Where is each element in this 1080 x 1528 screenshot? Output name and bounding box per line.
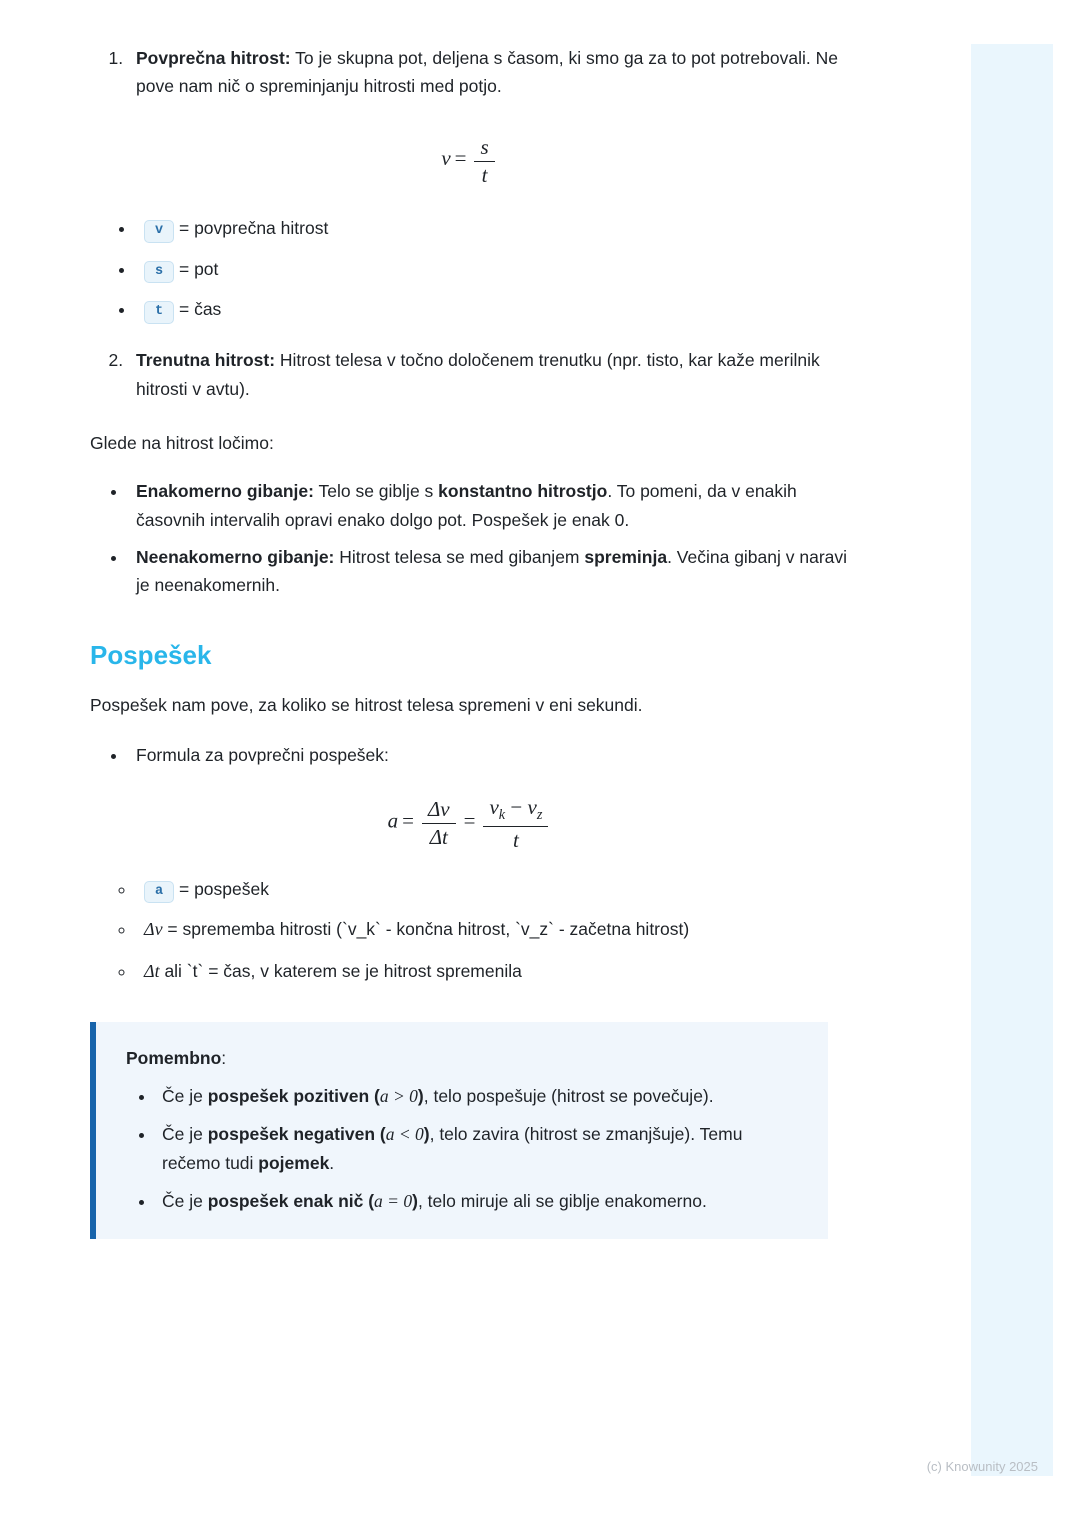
term-text-3: . Večina gibanj v naravi je neenakomernih. xyxy=(136,546,848,596)
formula-minus: − xyxy=(510,795,523,820)
formula-vz-sub: z xyxy=(536,807,543,824)
acceleration-legend-list xyxy=(90,875,850,986)
list-item xyxy=(136,915,850,944)
speed-definitions-list-cont xyxy=(90,346,850,403)
formula-denominator: t xyxy=(474,161,494,188)
speed-legend-list xyxy=(90,214,850,325)
list-item xyxy=(136,957,850,986)
term-label: Enakomerno gibanje: xyxy=(136,481,314,502)
callout-math-1: a > 0 xyxy=(379,1086,418,1106)
formula-fraction xyxy=(474,135,494,188)
legend-desc: = čas xyxy=(178,299,222,320)
callout-bold-2: ) xyxy=(412,1191,418,1212)
term-text-1: Telo se giblje s xyxy=(313,481,439,502)
callout-math-1: a = 0 xyxy=(374,1191,413,1212)
motion-intro-paragraph: Glede na hitrost ločimo: xyxy=(90,432,274,453)
legend-symbol-delta-t: Δt xyxy=(144,960,160,981)
list-item xyxy=(156,1082,800,1110)
formula-numerator-2 xyxy=(483,795,548,825)
list-item xyxy=(156,1187,800,1215)
list-item xyxy=(156,1120,800,1177)
formula-equals: = xyxy=(454,145,467,170)
formula-vk-sub: k xyxy=(498,807,506,824)
term-label: Trenutna hitrost: xyxy=(136,350,276,371)
term-text: Hitrost telesa v točno določenem trenutku (npr. tisto, kar kaže merilnik hitrosti v avtu). xyxy=(136,350,820,399)
watermark: (c) Knowunity 2025 xyxy=(926,1459,1038,1474)
formula-numerator-1: Δv xyxy=(427,797,450,822)
callout-math-1: a < 0 xyxy=(385,1124,424,1145)
callout-bold-3: pojemek xyxy=(258,1152,330,1173)
term-label: Neenakomerno gibanje: xyxy=(136,546,335,567)
list-item xyxy=(136,214,850,243)
legend-desc: = povprečna hitrost xyxy=(178,217,329,238)
formula-lead-list xyxy=(90,741,850,769)
section-intro-paragraph: Pospešek nam pove, za koliko se hitrost telesa spremeni v eni sekundi. xyxy=(90,694,643,715)
formula-fraction-2 xyxy=(483,795,548,852)
callout-text-2: , telo zavira (hitrost se zmanjšuje). Temu rečemo tudi xyxy=(162,1124,743,1173)
symbol-chip-s: s xyxy=(144,261,174,284)
right-margin-strip xyxy=(971,44,1053,1476)
speed-definitions-list xyxy=(90,44,850,101)
callout-text-1: Če je xyxy=(162,1191,208,1212)
callout-bold-2: ) xyxy=(423,1124,430,1145)
page-title: Pospešek xyxy=(90,639,212,670)
legend-desc: = pot xyxy=(178,258,219,279)
list-item xyxy=(136,295,850,324)
formula-equals-2: = xyxy=(463,808,476,833)
callout-bold-1: pospešek enak nič ( xyxy=(207,1191,375,1212)
term-bold-2: spreminja xyxy=(584,546,668,567)
formula-fraction-1 xyxy=(422,797,456,850)
term-bold-2: konstantno hitrostjo xyxy=(438,481,608,502)
callout-bold-1: pospešek negativen ( xyxy=(207,1124,386,1145)
term-text: To je skupna pot, deljena s časom, ki smo ga za to pot potrebovali. Ne pove nam nič o spreminjanju hitrosti med potjo. xyxy=(136,48,838,97)
term-label: Povprečna hitrost: xyxy=(136,48,291,68)
list-item xyxy=(128,543,850,600)
formula-average-speed xyxy=(90,135,850,188)
callout-text-2: , telo pospešuje (hitrost se povečuje). xyxy=(423,1086,714,1106)
callout-text-2: , telo miruje ali se giblje enakomerno. xyxy=(417,1191,707,1212)
symbol-chip-a: a xyxy=(144,881,174,904)
callout-text-3: . xyxy=(329,1152,335,1173)
formula-lhs: v xyxy=(441,145,451,170)
legend-symbol-delta-v: Δv xyxy=(144,919,163,940)
formula-denominator-2: t xyxy=(483,826,548,853)
formula-vz: v xyxy=(527,795,537,820)
list-item xyxy=(136,255,850,284)
list-item xyxy=(128,44,850,101)
formula-denominator-1: Δt xyxy=(422,823,456,850)
formula-numerator: s xyxy=(480,134,489,159)
callout-title-rest: : xyxy=(221,1047,227,1068)
important-callout xyxy=(90,1022,828,1240)
callout-bold-2: ) xyxy=(417,1086,424,1106)
formula-equals-1: = xyxy=(402,808,414,833)
formula-vk: v xyxy=(489,795,499,820)
term-text-1: Hitrost telesa se med gibanjem xyxy=(334,546,585,567)
document-content xyxy=(90,44,850,1239)
list-item xyxy=(128,477,850,534)
callout-text-1: Če je xyxy=(162,1124,208,1145)
callout-title xyxy=(126,1044,800,1072)
symbol-chip-t: t xyxy=(144,301,174,324)
list-item xyxy=(136,875,850,904)
legend-desc: ali `t` = čas, v katerem se je hitrost spremenila xyxy=(159,960,522,981)
formula-acceleration xyxy=(90,795,850,852)
callout-bold-1: pospešek pozitiven ( xyxy=(207,1086,380,1106)
list-item xyxy=(128,346,850,403)
callout-list xyxy=(126,1082,800,1215)
callout-text-1: Če je xyxy=(162,1086,208,1106)
callout-title-bold: Pomembno xyxy=(126,1047,222,1068)
legend-desc: = pospešek xyxy=(178,878,269,899)
formula-lhs: a xyxy=(387,808,399,833)
list-item: • Formula za povprečni pospešek: xyxy=(128,741,850,769)
legend-desc: = sprememba hitrosti (`v_k` - končna hitrost, `v_z` - začetna hitrost) xyxy=(162,919,690,940)
symbol-chip-v: v xyxy=(144,220,174,243)
term-text-3: . To pomeni, da v enakih časovnih intervalih opravi enako dolgo pot. Pospešek je enak 0. xyxy=(136,481,797,530)
motion-types-list xyxy=(90,477,850,599)
